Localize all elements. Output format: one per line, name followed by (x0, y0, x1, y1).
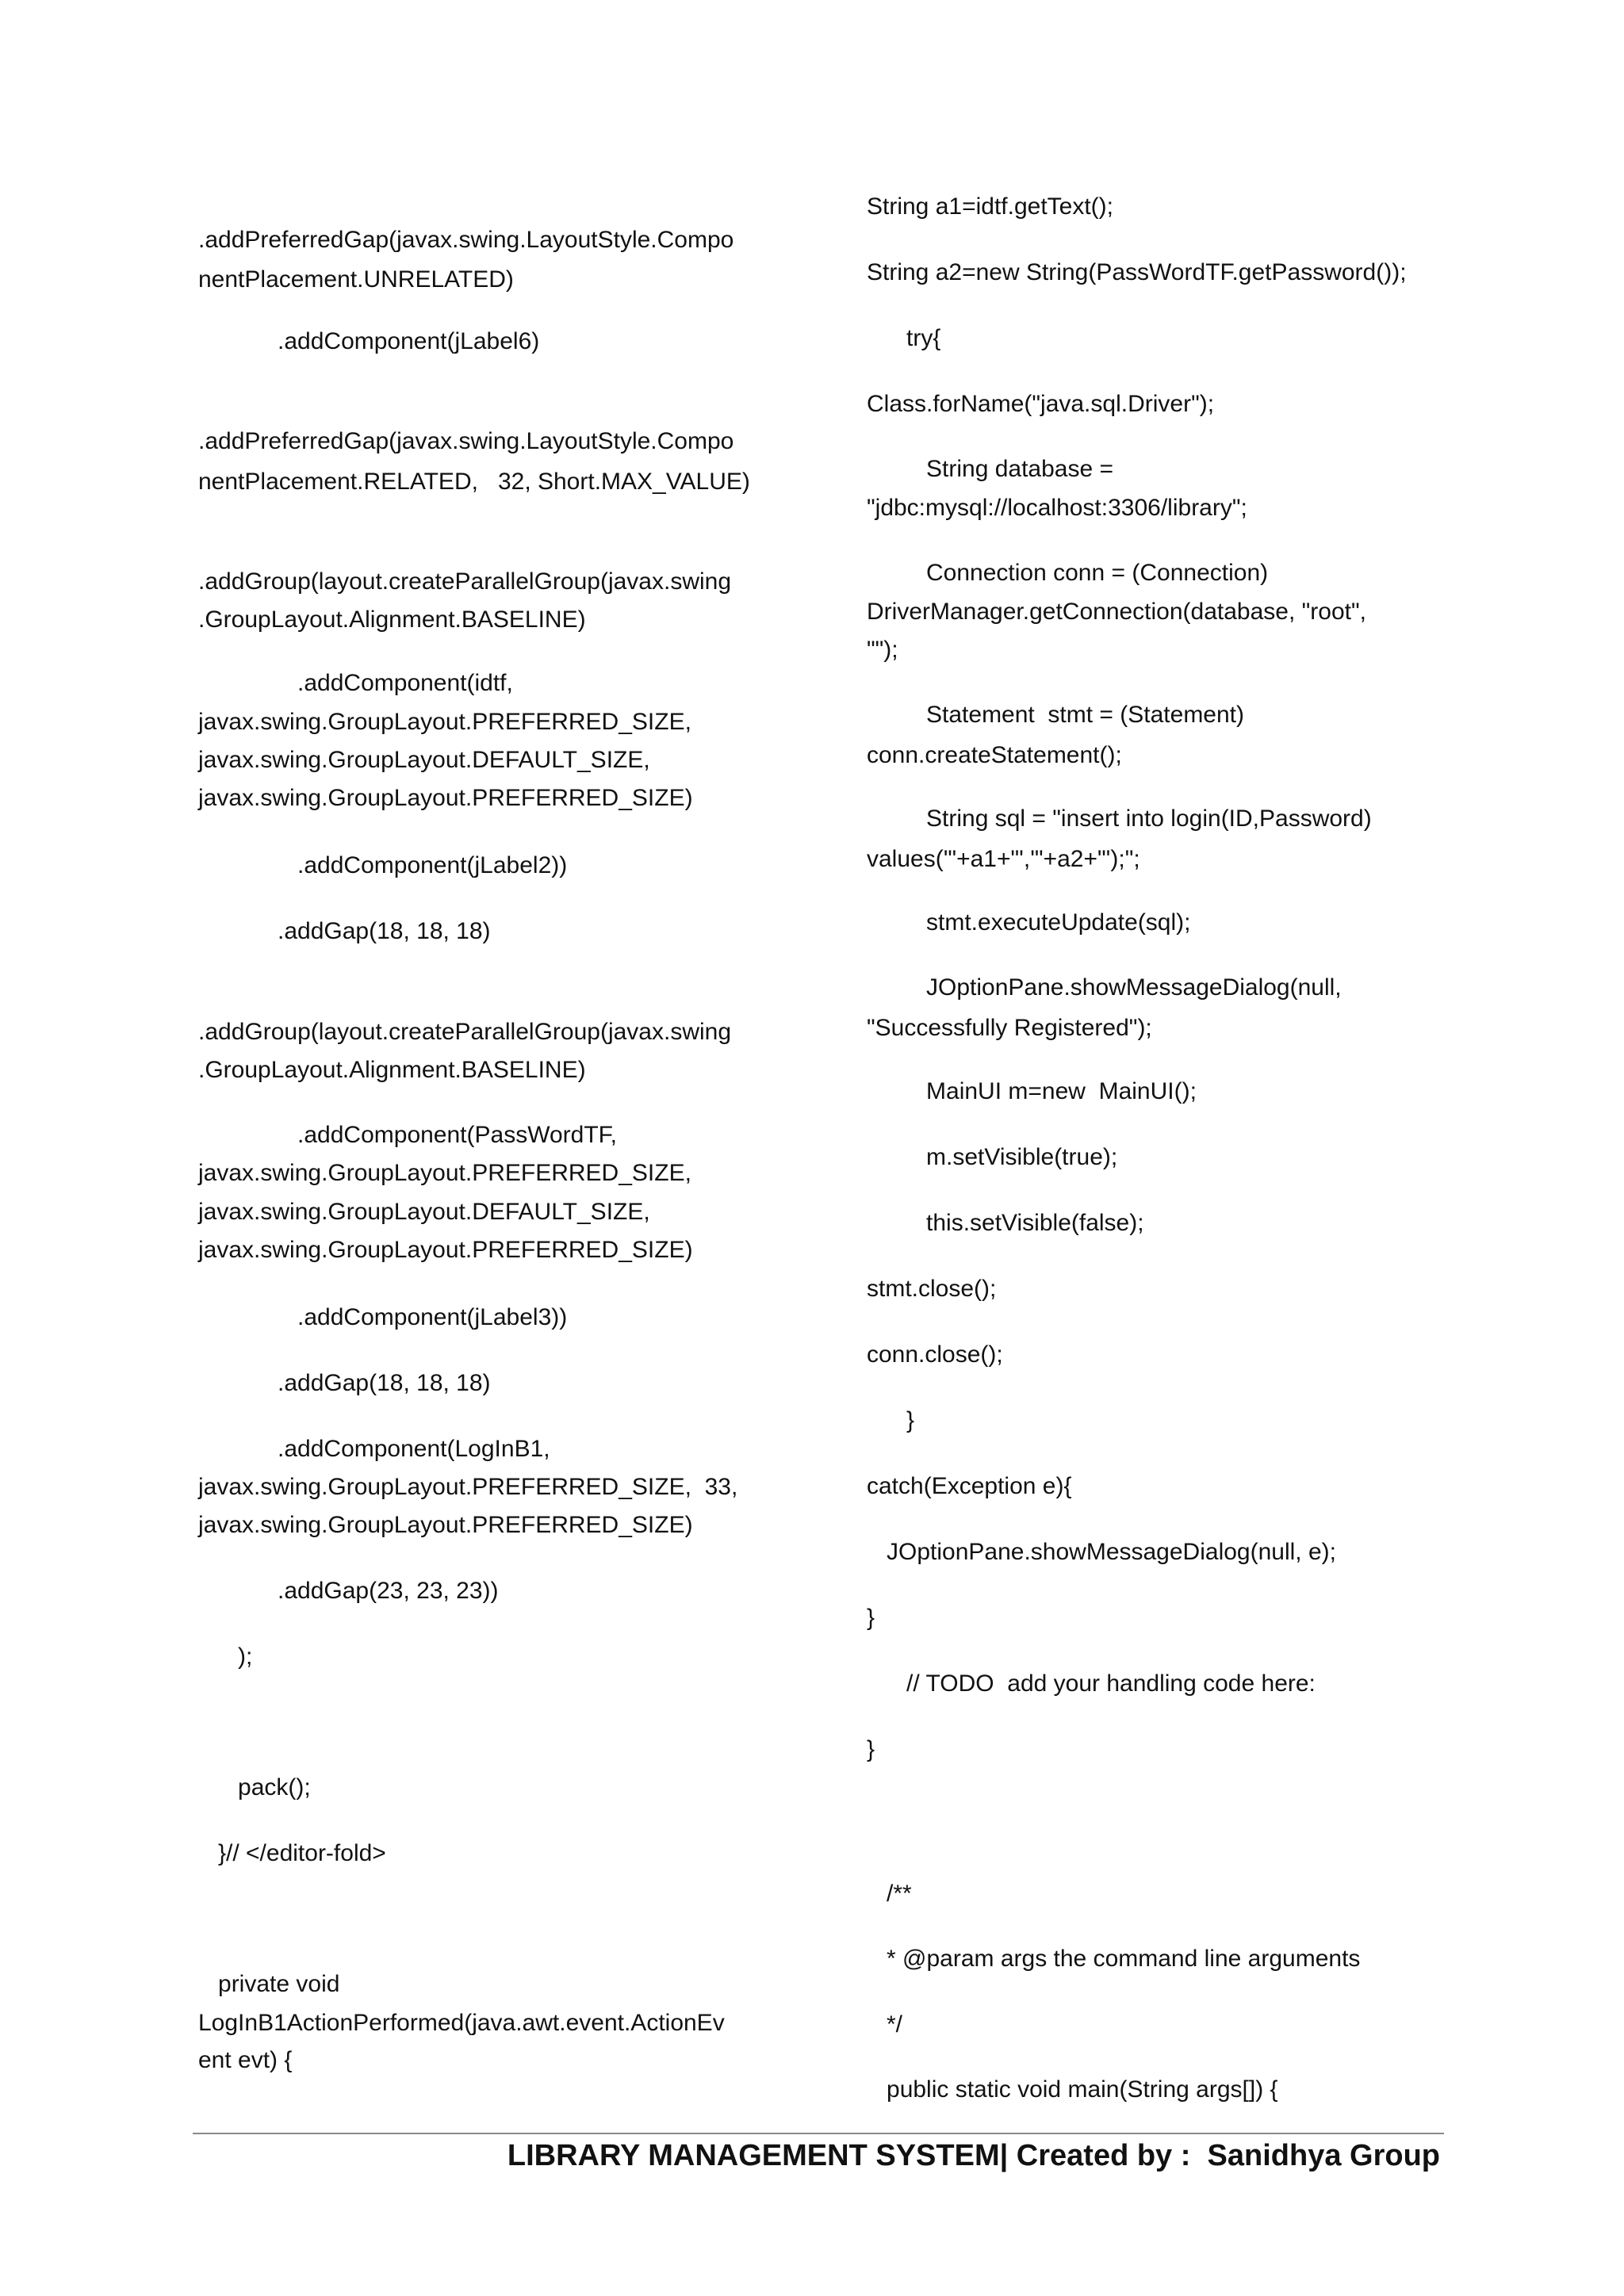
code-line: javax.swing.GroupLayout.PREFERRED_SIZE, (198, 709, 691, 735)
code-line: .GroupLayout.Alignment.BASELINE) (198, 607, 586, 633)
code-line: public static void main(String args[]) { (867, 2076, 1278, 2103)
code-line: pack(); (198, 1774, 311, 1800)
code-line: } (867, 1736, 875, 1762)
code-line: nentPlacement.UNRELATED) (198, 266, 514, 293)
code-line: .addComponent(PassWordTF, (198, 1122, 617, 1148)
code-line: "jdbc:mysql://localhost:3306/library"; (867, 495, 1247, 521)
code-line: .addGroup(layout.createParallelGroup(javax.swing (198, 568, 732, 595)
code-line: String database = (867, 456, 1114, 482)
code-line: javax.swing.GroupLayout.PREFERRED_SIZE, (198, 1160, 691, 1186)
code-line: .addComponent(idtf, (198, 670, 513, 696)
code-line: Connection conn = (Connection) (867, 560, 1269, 586)
code-line: .GroupLayout.Alignment.BASELINE) (198, 1057, 586, 1083)
code-line: .addComponent(jLabel6) (198, 328, 540, 354)
code-line: "Successfully Registered"); (867, 1015, 1152, 1041)
code-line: .addGap(23, 23, 23)) (198, 1578, 499, 1604)
code-line: .addPreferredGap(javax.swing.LayoutStyle.Compo (198, 428, 734, 454)
code-line: JOptionPane.showMessageDialog(null, (867, 974, 1342, 1001)
code-line: javax.swing.GroupLayout.PREFERRED_SIZE, 33, (198, 1474, 738, 1500)
code-line: conn.close(); (867, 1341, 1003, 1368)
code-line: try{ (867, 325, 941, 351)
code-line: ent evt) { (198, 2047, 293, 2073)
code-line: .addGroup(layout.createParallelGroup(javax.swing (198, 1019, 732, 1045)
code-line: String a2=new String(PassWordTF.getPassword()); (867, 259, 1407, 285)
footer-text: LIBRARY MANAGEMENT SYSTEM| Created by : Sanidhya Group (507, 2139, 1440, 2172)
code-line: javax.swing.GroupLayout.PREFERRED_SIZE) (198, 1237, 693, 1263)
code-line: */ (867, 2011, 903, 2038)
code-line: JOptionPane.showMessageDialog(null, e); (867, 1539, 1336, 1565)
code-line: conn.createStatement(); (867, 742, 1122, 768)
code-line: catch(Exception e){ (867, 1473, 1072, 1499)
code-line: DriverManager.getConnection(database, "root", (867, 599, 1366, 625)
code-line: this.setVisible(false); (867, 1210, 1144, 1236)
code-line: private void (198, 1971, 340, 1997)
code-line: .addPreferredGap(javax.swing.LayoutStyle.Compo (198, 227, 734, 253)
code-line: stmt.executeUpdate(sql); (867, 909, 1191, 936)
code-line: values('"+a1+"','"+a2+"');"; (867, 846, 1140, 872)
code-line: Class.forName("java.sql.Driver"); (867, 391, 1215, 417)
code-line: LogInB1ActionPerformed(java.awt.event.ActionEv (198, 2010, 725, 2036)
code-line: MainUI m=new MainUI(); (867, 1078, 1197, 1104)
code-line: }// </editor-fold> (198, 1840, 386, 1866)
code-line: .addGap(18, 18, 18) (198, 1370, 491, 1396)
code-line: javax.swing.GroupLayout.DEFAULT_SIZE, (198, 1199, 650, 1225)
code-line: * @param args the command line arguments (867, 1946, 1361, 1972)
footer-divider (193, 2133, 1444, 2134)
code-line: m.setVisible(true); (867, 1144, 1118, 1170)
code-line: Statement stmt = (Statement) (867, 702, 1245, 728)
code-line: ); (198, 1644, 253, 1670)
code-line: .addComponent(jLabel3)) (198, 1304, 568, 1330)
code-line: } (867, 1407, 915, 1433)
code-line: /** (867, 1881, 912, 1907)
code-line: .addComponent(LogInB1, (198, 1436, 550, 1462)
code-line: // TODO add your handling code here: (867, 1670, 1316, 1697)
code-line: javax.swing.GroupLayout.DEFAULT_SIZE, (198, 747, 650, 773)
code-line: .addComponent(jLabel2)) (198, 852, 568, 878)
code-line: String a1=idtf.getText(); (867, 193, 1113, 220)
code-line: ""); (867, 637, 898, 663)
code-line: .addGap(18, 18, 18) (198, 918, 491, 944)
code-line: } (867, 1605, 875, 1631)
code-line: javax.swing.GroupLayout.PREFERRED_SIZE) (198, 1512, 693, 1538)
code-line: nentPlacement.RELATED, 32, Short.MAX_VALUE) (198, 469, 750, 495)
code-line: stmt.close(); (867, 1276, 997, 1302)
code-line: String sql = "insert into login(ID,Password) (867, 806, 1372, 832)
code-line: javax.swing.GroupLayout.PREFERRED_SIZE) (198, 785, 693, 811)
